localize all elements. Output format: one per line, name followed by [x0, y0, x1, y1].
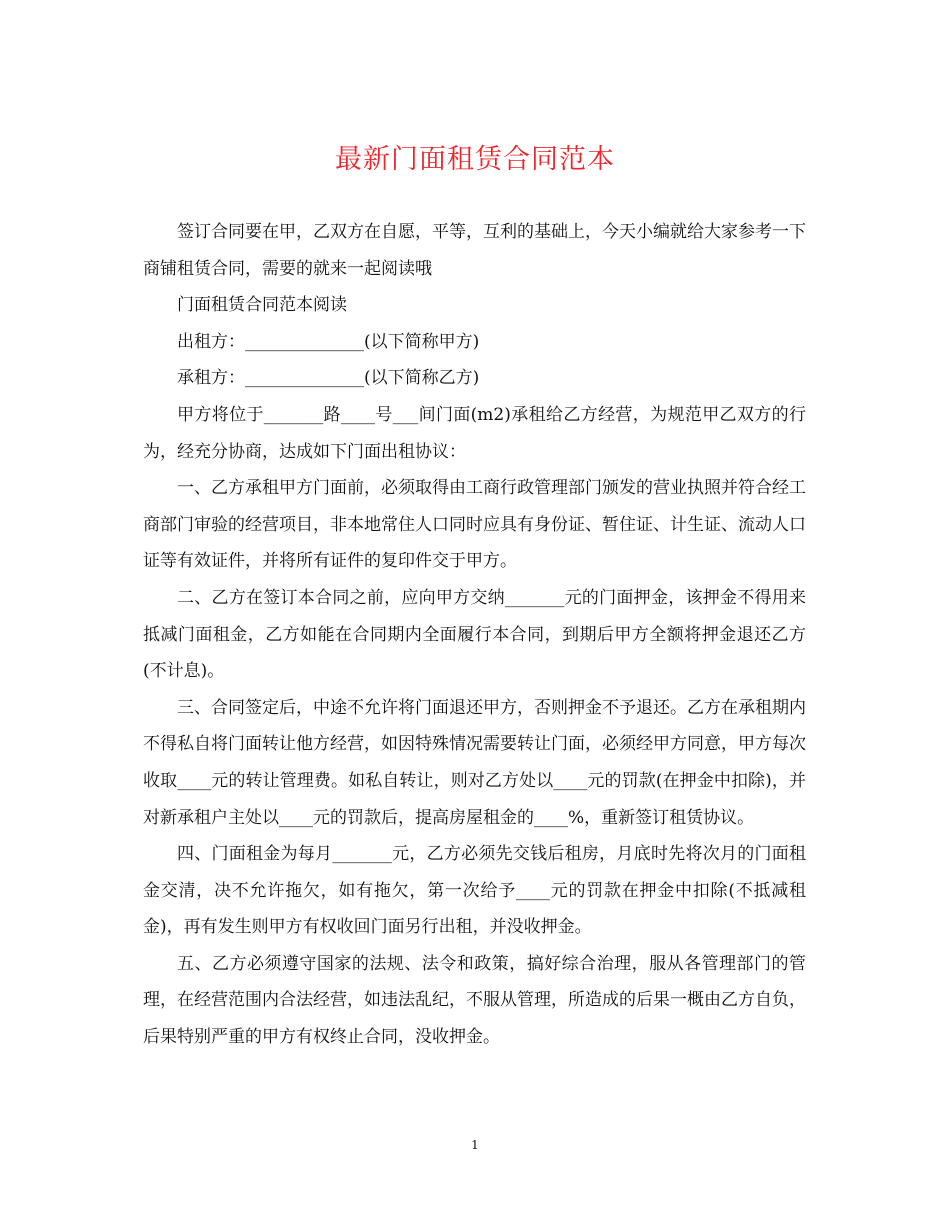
- document-body: [143, 214, 806, 1056]
- clause-4: 四、门面租金为每月_______元，乙方必须先交钱后租房，月底时先将次月的门面租金交清，决不允许拖欠，如有拖欠，第一次给予____元的罚款在押金中扣除(不抵减租金)，再有发生则甲方有权收回门面另行出租，并没收押金。: [143, 844, 806, 938]
- document-title: 最新门面租赁合同范本: [335, 144, 615, 175]
- clause-3: 三、合同签定后，中途不允许将门面退还甲方，否则押金不予退还。乙方在承租期内不得私自将门面转让他方经营，如因特殊情况需要转让门面，必须经甲方同意，甲方每次收取____元的转让管理费。如私自转让，则对乙方处以____元的罚款(在押金中扣除)，并对新承租户主处以____元的罚款后，提高房屋租金的____%，重新签订租赁协议。: [143, 697, 806, 828]
- clause-5: 五、乙方必须遵守国家的法规、法令和政策，搞好综合治理，服从各管理部门的管理，在经营范围内合法经营，如违法乱纪，不服从管理，所造成的后果一概由乙方自负，后果特别严重的甲方有权终止合同，没收押金。: [143, 953, 806, 1048]
- paragraph-intro: 签订合同要在甲，乙双方在自愿，平等，互利的基础上，今天小编就给大家参考一下商铺租赁合同，需要的就来一起阅读哦: [143, 222, 806, 279]
- paragraph-lessor: 出租方：______________(以下简称甲方): [177, 331, 480, 352]
- page-number: 1: [471, 1138, 479, 1152]
- paragraph-premises: 甲方将位于_______路____号___间门面(m2)承租给乙方经营，为规范甲乙双方的行为，经充分协商，达成如下门面出租协议：: [143, 404, 806, 462]
- clause-1: 一、乙方承租甲方门面前，必须取得由工商行政管理部门颁发的营业执照并符合经工商部门审验的经营项目，非本地常住人口同时应具有身份证、暂住证、计生证、流动人口证等有效证件，并将所有证件的复印件交于甲方。: [143, 478, 806, 572]
- clause-2: 二、乙方在签订本合同之前，应向甲方交纳_______元的门面押金，该押金不得用来抵减门面租金，乙方如能在合同期内全面履行本合同，到期后甲方全额将押金退还乙方(不计息)。: [143, 587, 806, 682]
- paragraph-lessee: 承租方：______________(以下简称乙方): [177, 368, 480, 389]
- paragraph-subtitle: 门面租赁合同范本阅读: [177, 295, 347, 316]
